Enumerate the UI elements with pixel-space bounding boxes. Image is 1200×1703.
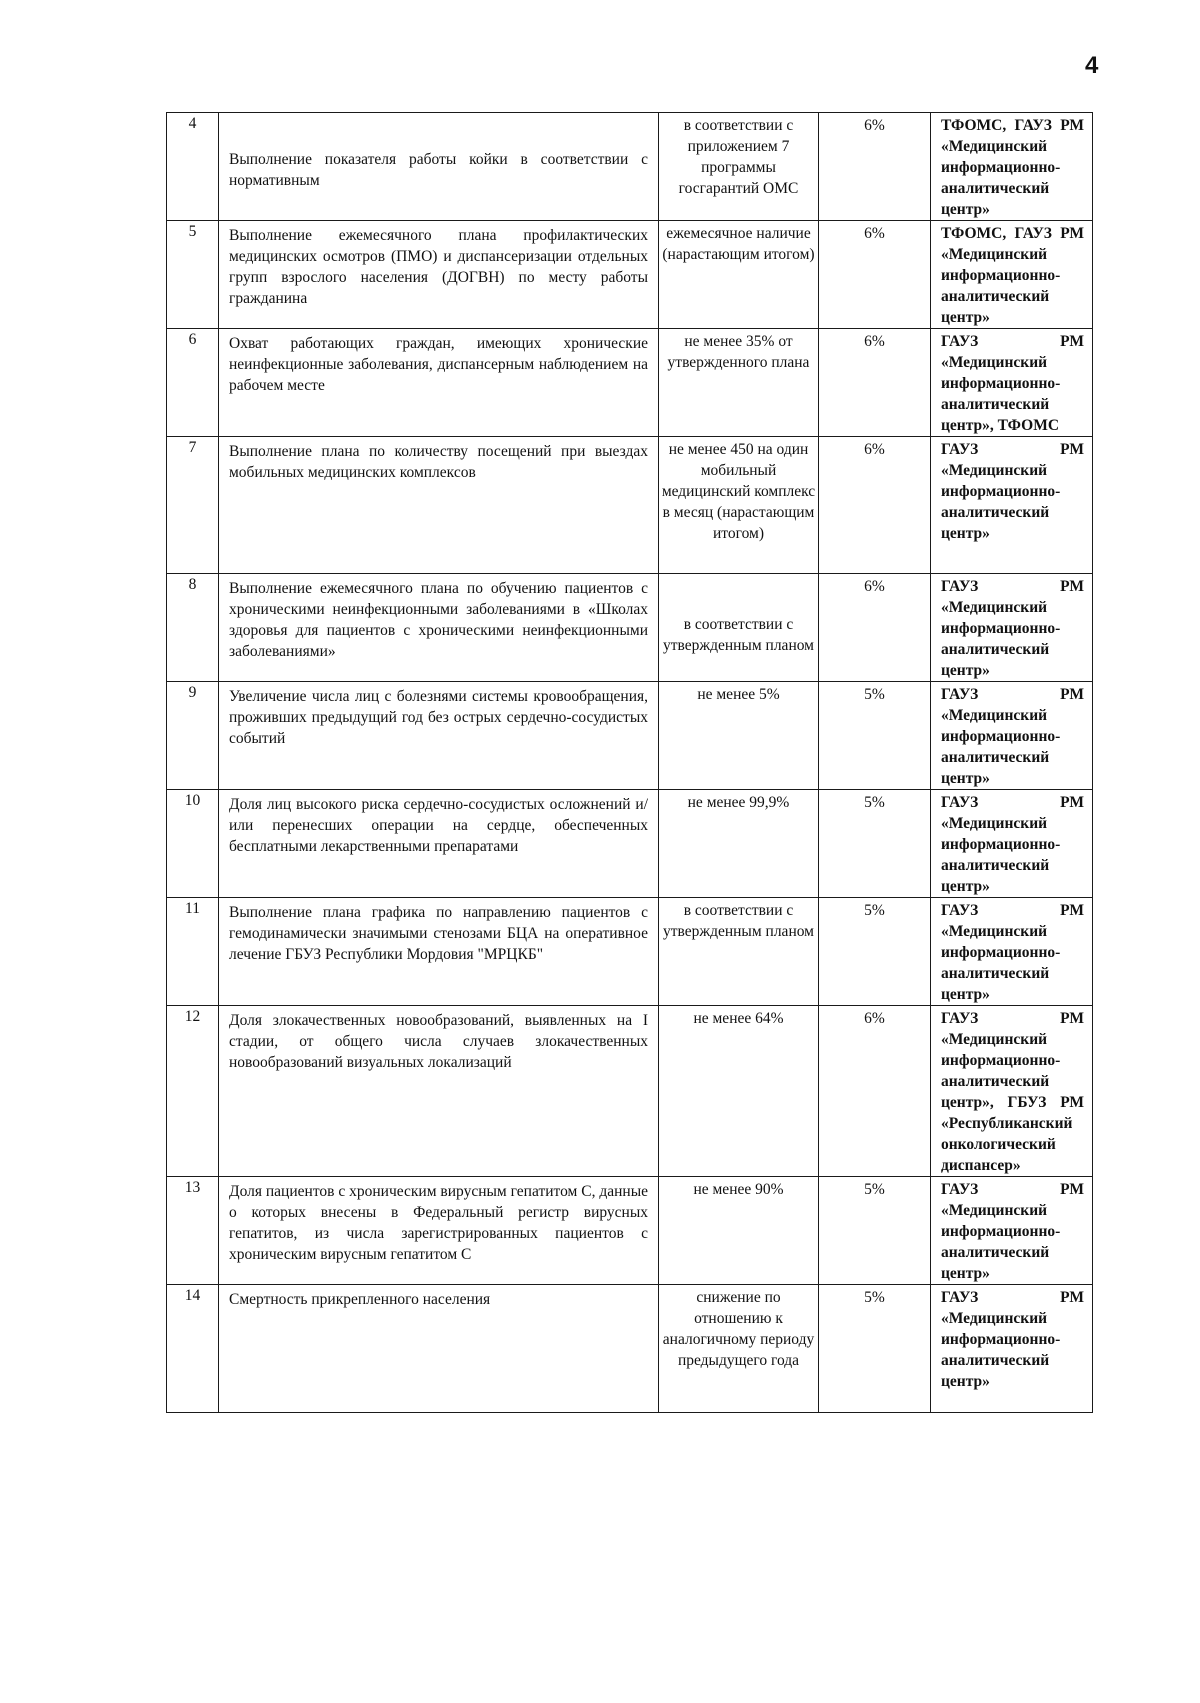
indicator-cell: Выполнение показателя работы койки в соответствии с нормативным [219,113,659,221]
row-number: 13 [167,1177,219,1285]
source-cell: ТФОМС, ГАУЗ РМ «Медицинский информационно-аналитический центр» [931,113,1093,221]
indicator-cell: Выполнение плана по количеству посещений при выездах мобильных медицинских комплексов [219,437,659,574]
row-number: 4 [167,113,219,221]
row-number: 10 [167,790,219,898]
condition-cell: не менее 35% от утвержденного плана [659,329,819,437]
source-cell: ГАУЗ РМ «Медицинский информационно-аналитический центр» [931,1177,1093,1285]
table-row [167,1285,1093,1413]
weight-cell: 6% [819,437,931,574]
table-row [167,221,1093,329]
indicator-cell: Увеличение числа лиц с болезнями системы кровообращения, проживших предыдущий год без острых сердечно-сосудистых событий [219,682,659,790]
weight-cell: 5% [819,1177,931,1285]
indicator-cell: Доля злокачественных новообразований, выявленных на I стадии, от общего числа случаев злокачественных новообразований визуальных локализаций [219,1006,659,1177]
row-number: 5 [167,221,219,329]
weight-cell: 5% [819,898,931,1006]
indicator-cell: Доля лиц высокого риска сердечно-сосудистых осложнений и/или перенесших операции на сердце, обеспеченных бесплатными лекарственными препаратами [219,790,659,898]
table-row [167,790,1093,898]
table-row [167,437,1093,574]
table-row [167,329,1093,437]
source-cell: ГАУЗ РМ «Медицинский информационно-аналитический центр», ГБУЗ РМ «Республиканский онкологический диспансер» [931,1006,1093,1177]
source-cell: ГАУЗ РМ «Медицинский информационно-аналитический центр» [931,682,1093,790]
source-cell: ТФОМС, ГАУЗ РМ «Медицинский информационно-аналитический центр» [931,221,1093,329]
row-number: 6 [167,329,219,437]
condition-cell: не менее 450 на один мобильный медицинский комплекс в месяц (нарастающим итогом) [659,437,819,574]
condition-cell: не менее 99,9% [659,790,819,898]
table-row [167,898,1093,1006]
page-number: 4 [1085,52,1099,79]
condition-cell: не менее 64% [659,1006,819,1177]
condition-cell: снижение по отношению к аналогичному периоду предыдущего года [659,1285,819,1413]
indicators-table [166,112,1093,1413]
weight-cell: 6% [819,1006,931,1177]
indicator-cell: Доля пациентов с хроническим вирусным гепатитом С, данные о которых внесены в Федеральный регистр вирусных гепатитов, из числа зарегистрированных пациентов с хроническим вирусным гепатитом С [219,1177,659,1285]
row-number: 12 [167,1006,219,1177]
source-cell: ГАУЗ РМ «Медицинский информационно-аналитический центр» [931,1285,1093,1413]
indicator-cell: Смертность прикрепленного населения [219,1285,659,1413]
row-number: 7 [167,437,219,574]
condition-cell: в соответствии с утвержденным планом [659,574,819,682]
weight-cell: 6% [819,221,931,329]
source-cell: ГАУЗ РМ «Медицинский информационно-аналитический центр» [931,790,1093,898]
weight-cell: 6% [819,113,931,221]
weight-cell: 6% [819,329,931,437]
indicator-cell: Выполнение ежемесячного плана по обучению пациентов с хроническими неинфекционными заболеваниями в «Школах здоровья для пациентов с хроническими неинфекционными заболеваниями» [219,574,659,682]
condition-cell: в соответствии с утвержденным планом [659,898,819,1006]
row-number: 9 [167,682,219,790]
table-row [167,1177,1093,1285]
source-cell: ГАУЗ РМ «Медицинский информационно-аналитический центр» [931,574,1093,682]
indicator-cell: Выполнение плана графика по направлению пациентов с гемодинамически значимыми стенозами БЦА на оперативное лечение ГБУЗ Республики Мордовия "МРЦКБ" [219,898,659,1006]
source-cell: ГАУЗ РМ «Медицинский информационно-аналитический центр», ТФОМС [931,329,1093,437]
table-row [167,1006,1093,1177]
weight-cell: 5% [819,790,931,898]
row-number: 11 [167,898,219,1006]
indicator-cell: Выполнение ежемесячного плана профилактических медицинских осмотров (ПМО) и диспансеризации отдельных групп взрослого населения (ДОГВН) по месту работы гражданина [219,221,659,329]
weight-cell: 5% [819,682,931,790]
indicator-cell: Охват работающих граждан, имеющих хронические неинфекционные заболевания, диспансерным наблюдением на рабочем месте [219,329,659,437]
table-row [167,574,1093,682]
table-row [167,113,1093,221]
source-cell: ГАУЗ РМ «Медицинский информационно-аналитический центр» [931,437,1093,574]
table-row [167,682,1093,790]
condition-cell: не менее 5% [659,682,819,790]
weight-cell: 5% [819,1285,931,1413]
condition-cell: в соответствии с приложением 7 программы госгарантий ОМС [659,113,819,221]
row-number: 14 [167,1285,219,1413]
condition-cell: не менее 90% [659,1177,819,1285]
row-number: 8 [167,574,219,682]
condition-cell: ежемесячное наличие (нарастающим итогом) [659,221,819,329]
source-cell: ГАУЗ РМ «Медицинский информационно-аналитический центр» [931,898,1093,1006]
weight-cell: 6% [819,574,931,682]
